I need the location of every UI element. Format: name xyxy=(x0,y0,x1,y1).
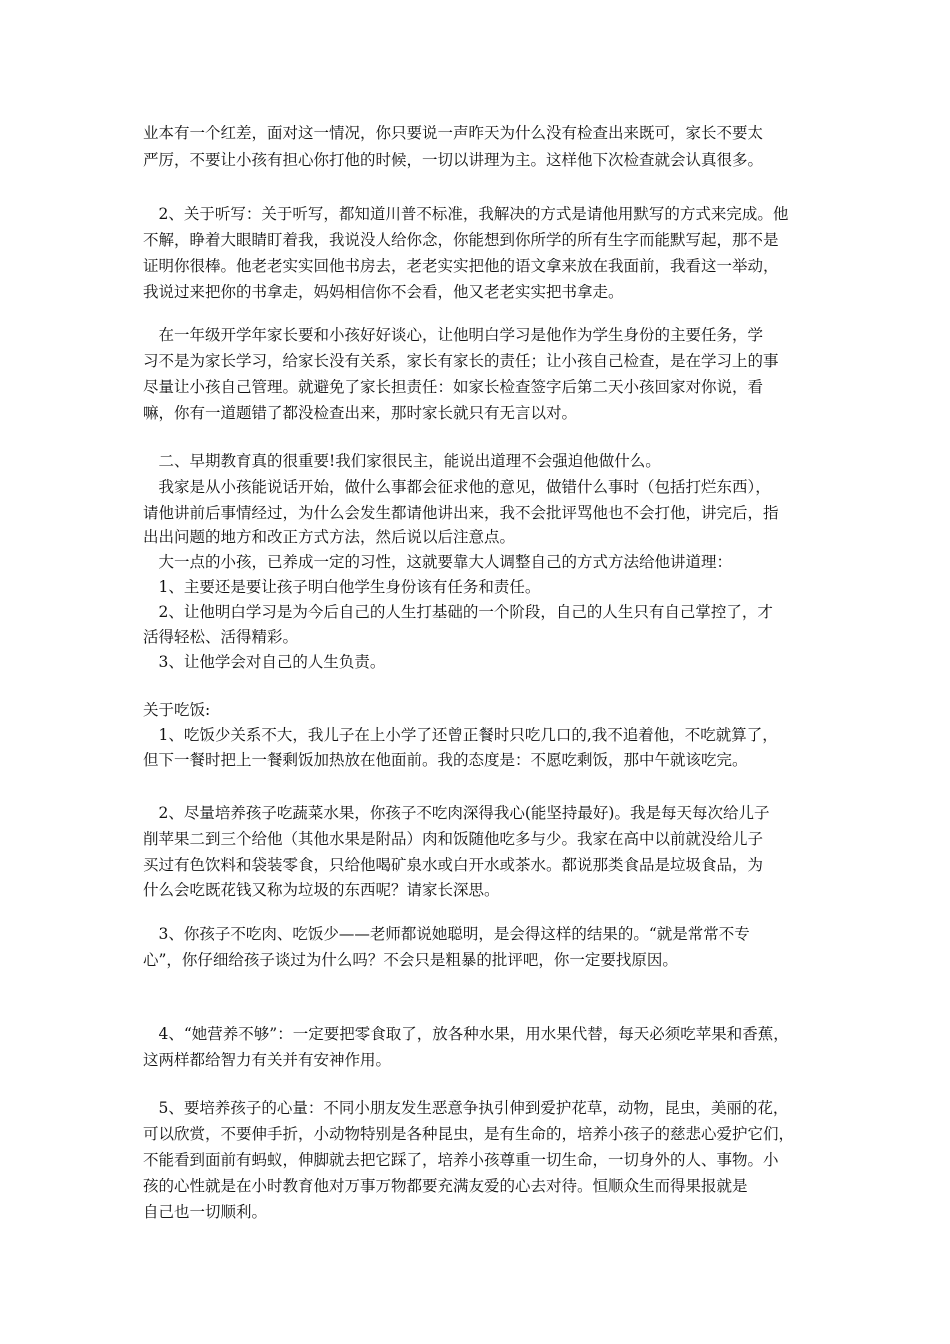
text-line: 2、尽量培养孩子吃蔬菜水果，你孩子不吃肉深得我心(能坚持最好)。我是每天每次给儿子 xyxy=(143,804,770,822)
text-line: 在一年级开学年家长要和小孩好好谈心，让他明白学习是他作为学生身份的主要任务，学 xyxy=(143,326,764,344)
text-line: 可以欣赏，不要伸手折，小动物特别是各种昆虫，是有生命的，培养小孩子的慈悲心爱护它们， xyxy=(143,1125,795,1143)
text-line: 出出问题的地方和改正方式方法，然后说以后注意点。 xyxy=(143,528,516,546)
text-line: 证明你很棒。他老老实实回他书房去，老老实实把他的语文拿来放在我面前，我看这一举动， xyxy=(143,257,779,275)
text-line: 活得轻松、活得精彩。 xyxy=(143,628,299,646)
text-line: 业本有一个红差，面对这一情况，你只要说一声昨天为什么没有检查出来既可，家长不要太 xyxy=(143,124,764,142)
text-line: 2、让他明白学习是为今后自己的人生打基础的一个阶段，自己的人生只有自己掌控了，才 xyxy=(143,603,773,621)
text-line: 我家是从小孩能说话开始，做什么事都会征求他的意见，做错什么事时（包括打烂东西）， xyxy=(143,478,771,496)
text-line: 习不是为家长学习，给家长没有关系，家长有家长的责任；让小孩自己检查，是在学习上的事 xyxy=(143,352,779,370)
text-line: 尽量让小孩自己管理。就避免了家长担责任：如家长检查签字后第二天小孩回家对你说，看 xyxy=(143,378,764,396)
text-line: 3、你孩子不吃肉、吃饭少——老师都说她聪明，是会得这样的结果的。“就是常常不专 xyxy=(143,925,750,943)
text-line: 什么会吃既花钱又称为垃圾的东西呢？请家长深思。 xyxy=(143,881,500,899)
text-line: 自己也一切顺利。 xyxy=(143,1203,268,1221)
text-line: 请他讲前后事情经过，为什么会发生都请他讲出来，我不会批评骂他也不会打他，讲完后，指 xyxy=(143,504,779,522)
text-line: 严厉，不要让小孩有担心你打他的时候，一切以讲理为主。这样他下次检查就会认真很多。 xyxy=(143,151,764,169)
text-line: 买过有色饮料和袋装零食，只给他喝矿泉水或白开水或茶水。都说那类食品是垃圾食品，为 xyxy=(143,856,764,874)
text-line: 心”，你仔细给孩子谈过为什么吗？不会只是粗暴的批评吧，你一定要找原因。 xyxy=(143,951,678,969)
text-line: 削苹果二到三个给他（其他水果是附品）肉和饭随他吃多与少。我家在高中以前就没给儿子 xyxy=(143,830,764,848)
text-line: 嘛，你有一道题错了都没检查出来，那时家长就只有无言以对。 xyxy=(143,404,578,422)
text-line: 2、关于听写：关于听写，都知道川普不标准，我解决的方式是请他用默写的方式来完成。他 xyxy=(143,205,789,223)
text-line: 关于吃饭: xyxy=(143,701,211,719)
text-line: 5、要培养孩子的心量：不同小朋友发生恶意争执引伸到爱护花草，动物，昆虫，美丽的花， xyxy=(143,1099,789,1117)
text-line: 大一点的小孩，已养成一定的习性，这就要靠大人调整自己的方式方法给他讲道理： xyxy=(143,553,733,571)
text-line: 孩的心性就是在小时教育他对万事万物都要充满友爱的心去对待。恒顺众生而得果报就是 xyxy=(143,1177,748,1195)
text-line: 4、“她营养不够”：一定要把零食取了，放各种水果，用水果代替，每天必须吃苹果和香蕉， xyxy=(143,1025,789,1043)
text-line: 不解，睁着大眼睛盯着我，我说没人给你念，你能想到你所学的所有生字而能默写起，那不是 xyxy=(143,231,779,249)
text-line: 1、主要还是要让孩子明白他学生身份该有任务和责任。 xyxy=(143,578,541,596)
text-line: 但下一餐时把上一餐剩饭加热放在他面前。我的态度是：不愿吃剩饭，那中午就该吃完。 xyxy=(143,751,748,769)
text-line: 1、吃饭少关系不大，我儿子在上小学了还曾正餐时只吃几口的,我不追着他，不吃就算了， xyxy=(143,726,778,744)
text-line: 不能看到面前有蚂蚁，伸脚就去把它踩了，培养小孩尊重一切生命，一切身外的人、事物。小 xyxy=(143,1151,779,1169)
text-line: 二、早期教育真的很重要!我们家很民主，能说出道理不会强迫他做什么。 xyxy=(143,452,661,470)
text-line: 这两样都给智力有关并有安神作用。 xyxy=(143,1051,392,1069)
text-line: 我说过来把你的书拿走，妈妈相信你不会看，他又老老实实把书拿走。 xyxy=(143,283,624,301)
text-line: 3、让他学会对自己的人生负责。 xyxy=(143,653,386,671)
